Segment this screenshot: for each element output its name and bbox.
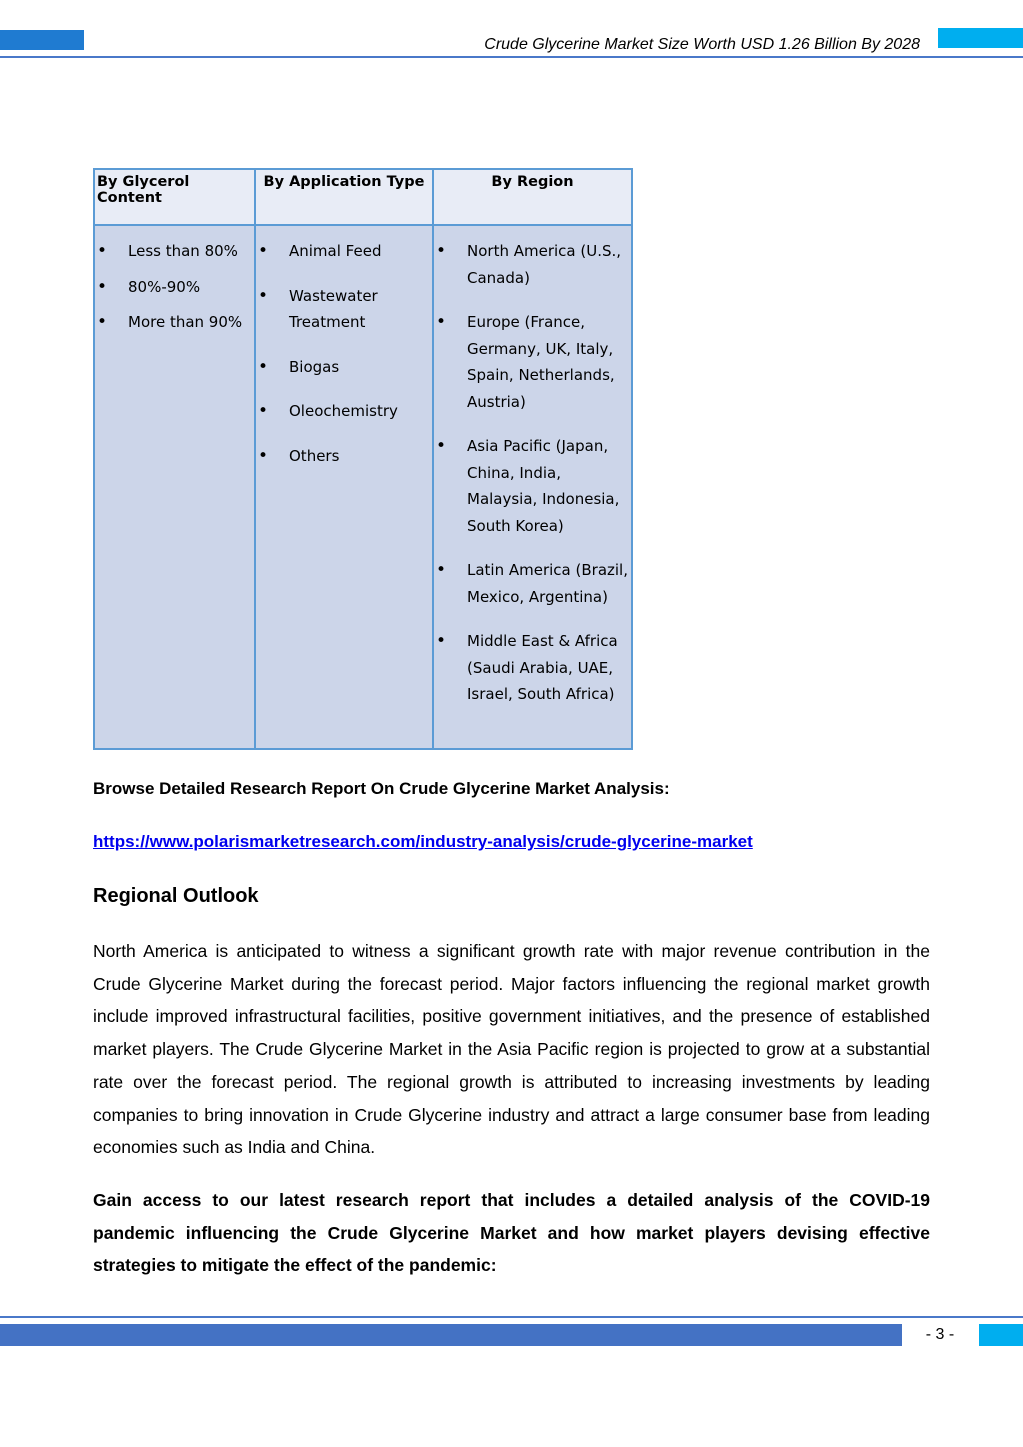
report-link[interactable]: https://www.polarismarketresearch.com/industry-analysis/crude-glycerine-market bbox=[93, 832, 753, 851]
header-divider bbox=[0, 56, 1023, 58]
header-accent-left bbox=[0, 30, 84, 50]
segmentation-table bbox=[93, 168, 633, 750]
table-header-row bbox=[94, 169, 632, 225]
page-number: - 3 - bbox=[925, 1326, 955, 1343]
list-item: • More than 90% bbox=[95, 309, 254, 336]
footer-bar bbox=[0, 1324, 902, 1346]
list-item: • Others bbox=[256, 443, 432, 470]
covid-note-paragraph: Gain access to our latest research report that includes a detailed analysis of the COVID-19 pandemic influencing the Crude Glycerine Market and how market players devising effective strategies to mitigate the effect of the pandemic: bbox=[93, 1190, 930, 1276]
list-item: • Middle East & Africa (Saudi Arabia, UAE, Israel, South Africa) bbox=[434, 628, 631, 708]
list-item: • 80%-90% bbox=[95, 274, 254, 301]
header-region: By Region bbox=[433, 169, 632, 225]
list-item: • Oleochemistry bbox=[256, 398, 432, 425]
list-item: • Biogas bbox=[256, 354, 432, 381]
list-item: • Europe (France, Germany, UK, Italy, Spain, Netherlands, Austria) bbox=[434, 309, 631, 415]
regional-outlook-paragraph: North America is anticipated to witness a significant growth rate with major revenue contribution in the Crude Glycerine Market during the forecast period. Major factors influencing the regional market growth include improved infrastructural facilities, positive government initiatives, and the presence of established market players. The Crude Glycerine Market in the Asia Pacific region is projected to grow at a substantial rate over the forecast period. The regional growth is attributed to increasing investments by leading companies to bring innovation in Crude Glycerine industry and attract a large consumer base from leading economies such as India and China. bbox=[93, 941, 930, 1158]
header-accent-right bbox=[938, 28, 1023, 48]
footer-divider bbox=[0, 1316, 1023, 1318]
list-item: • North America (U.S., Canada) bbox=[434, 238, 631, 291]
list-item: • Animal Feed bbox=[256, 238, 432, 265]
list-item: • Wastewater Treatment bbox=[256, 283, 432, 336]
list-item: • Less than 80% bbox=[95, 238, 254, 265]
footer-accent bbox=[979, 1324, 1023, 1346]
list-item: • Asia Pacific (Japan, China, India, Malaysia, Indonesia, South Korea) bbox=[434, 433, 631, 539]
document-header-title: Crude Glycerine Market Size Worth USD 1.26 Billion By 2028 bbox=[484, 36, 920, 53]
application-type-cell bbox=[255, 225, 433, 749]
table-row bbox=[94, 225, 632, 749]
browse-report-heading: Browse Detailed Research Report On Crude Glycerine Market Analysis: bbox=[93, 779, 670, 798]
header-glycerol-content: By Glycerol Content bbox=[94, 169, 255, 225]
header-application-type: By Application Type bbox=[255, 169, 433, 225]
glycerol-content-cell bbox=[94, 225, 255, 749]
regional-outlook-heading: Regional Outlook bbox=[93, 885, 259, 907]
list-item: • Latin America (Brazil, Mexico, Argentina) bbox=[434, 557, 631, 610]
region-cell bbox=[433, 225, 632, 749]
